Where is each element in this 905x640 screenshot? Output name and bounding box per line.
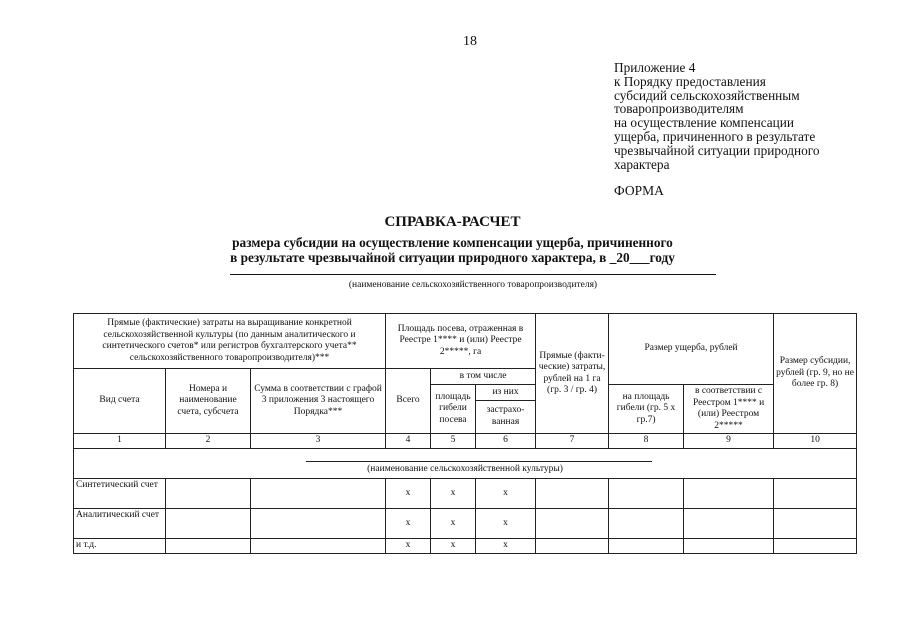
col-insured: застрахо-ванная — [476, 400, 536, 433]
table-cell — [251, 539, 386, 554]
col-sum: Сумма в соответствии с графой 3 приложения 3 настоящего Порядка*** — [251, 369, 386, 434]
row-label: Аналитический счет — [74, 509, 166, 539]
table-cell: x — [386, 509, 431, 539]
col-of-them: из них — [476, 385, 536, 401]
appendix-line: характера — [614, 156, 670, 172]
header-area: Площадь посева, отраженная в Реестре 1**** и (или) Реестре 2*****, га — [386, 314, 536, 369]
form-label: ФОРМА — [614, 183, 664, 198]
table-cell: x — [431, 479, 476, 509]
table-cell — [774, 479, 857, 509]
appendix-block — [614, 61, 820, 171]
document-title: СПРАВКА-РАСЧЕТ — [384, 214, 521, 230]
col-numbers: Номера и наименование счета, субсчета — [166, 369, 251, 434]
page-number: 18 — [463, 34, 477, 49]
col-damage-by-area: на площадь гибели (гр. 5 x гр.7) — [609, 385, 684, 434]
table-cell — [609, 539, 684, 554]
table-cell — [684, 479, 774, 509]
document-subtitle — [0, 236, 905, 265]
appendix-line: ущерба, причиненного в результате — [614, 128, 816, 144]
column-number: 8 — [609, 434, 684, 449]
row-label: и т.д. — [74, 539, 166, 554]
table-cell — [536, 509, 609, 539]
appendix-line: субсидий сельскохозяйственным — [614, 87, 800, 103]
table-cell — [166, 509, 251, 539]
table-cell: x — [431, 509, 476, 539]
column-number: 1 — [74, 434, 166, 449]
column-number: 10 — [774, 434, 857, 449]
row-label: Синтетический счет — [74, 479, 166, 509]
appendix-line: товаропроизводителям — [614, 101, 744, 117]
table-cell — [684, 539, 774, 554]
culture-name-line — [306, 461, 652, 462]
column-number-row — [74, 434, 857, 449]
column-number: 9 — [684, 434, 774, 449]
column-number: 3 — [251, 434, 386, 449]
subtitle-line: в результате чрезвычайной ситуации природного характера, в _20___году — [230, 249, 675, 265]
col-dead-area: площадь гибели посева — [431, 385, 476, 434]
table-cell — [609, 509, 684, 539]
col-total: Всего — [386, 369, 431, 434]
appendix-line: на осуществление компенсации — [614, 115, 795, 131]
column-number: 7 — [536, 434, 609, 449]
table-cell — [166, 539, 251, 554]
column-number: 5 — [431, 434, 476, 449]
table-cell — [166, 479, 251, 509]
subtitle-line: размера субсидии на осуществление компенсации ущерба, причиненного — [232, 235, 673, 250]
column-number: 4 — [386, 434, 431, 449]
table-cell — [774, 539, 857, 554]
table-cell — [609, 479, 684, 509]
table-row — [74, 539, 857, 554]
appendix-line: Приложение 4 — [614, 60, 696, 75]
table-cell: x — [476, 509, 536, 539]
header-subsidy: Размер субсидии, рублей (гр. 9, но не более гр. 8) — [774, 314, 857, 434]
culture-row — [74, 449, 857, 479]
column-number: 6 — [476, 434, 536, 449]
column-number: 2 — [166, 434, 251, 449]
table-cell: x — [431, 539, 476, 554]
table-cell — [536, 539, 609, 554]
table-cell — [684, 509, 774, 539]
table-cell — [251, 479, 386, 509]
table-cell — [774, 509, 857, 539]
col-account-type: Вид счета — [74, 369, 166, 434]
table-cell — [536, 479, 609, 509]
header-direct-costs: Прямые (фактические) затраты на выращивание конкретной сельскохозяйственной культуры (по данным аналитического и синтетического счетов* или регистров бухгалтерского учета** сельскохозяйственного товаропроизводителя)*** — [74, 314, 386, 369]
table-cell: x — [476, 479, 536, 509]
producer-caption: (наименование сельскохозяйственного товаропроизводителя) — [348, 280, 598, 290]
col-including: в том числе — [431, 369, 536, 385]
culture-caption: (наименование сельскохозяйственной культуры) — [367, 463, 563, 474]
header-damage: Размер ущерба, рублей — [609, 314, 774, 385]
table-cell: x — [476, 539, 536, 554]
producer-name-line — [230, 274, 716, 275]
appendix-line: к Порядку предоставления — [614, 73, 766, 89]
calculation-table — [73, 313, 857, 554]
col-damage-registry: в соответствии с Реестром 1**** и (или) Реестром 2***** — [684, 385, 774, 434]
table-cell: x — [386, 479, 431, 509]
table-cell — [251, 509, 386, 539]
table-row — [74, 509, 857, 539]
header-direct-per-ha: Прямые (факти-ческие) затраты, рублей на 1 га (гр. 3 / гр. 4) — [536, 314, 609, 434]
table-cell: x — [386, 539, 431, 554]
table-row — [74, 479, 857, 509]
appendix-line: чрезвычайной ситуации природного — [614, 142, 820, 158]
